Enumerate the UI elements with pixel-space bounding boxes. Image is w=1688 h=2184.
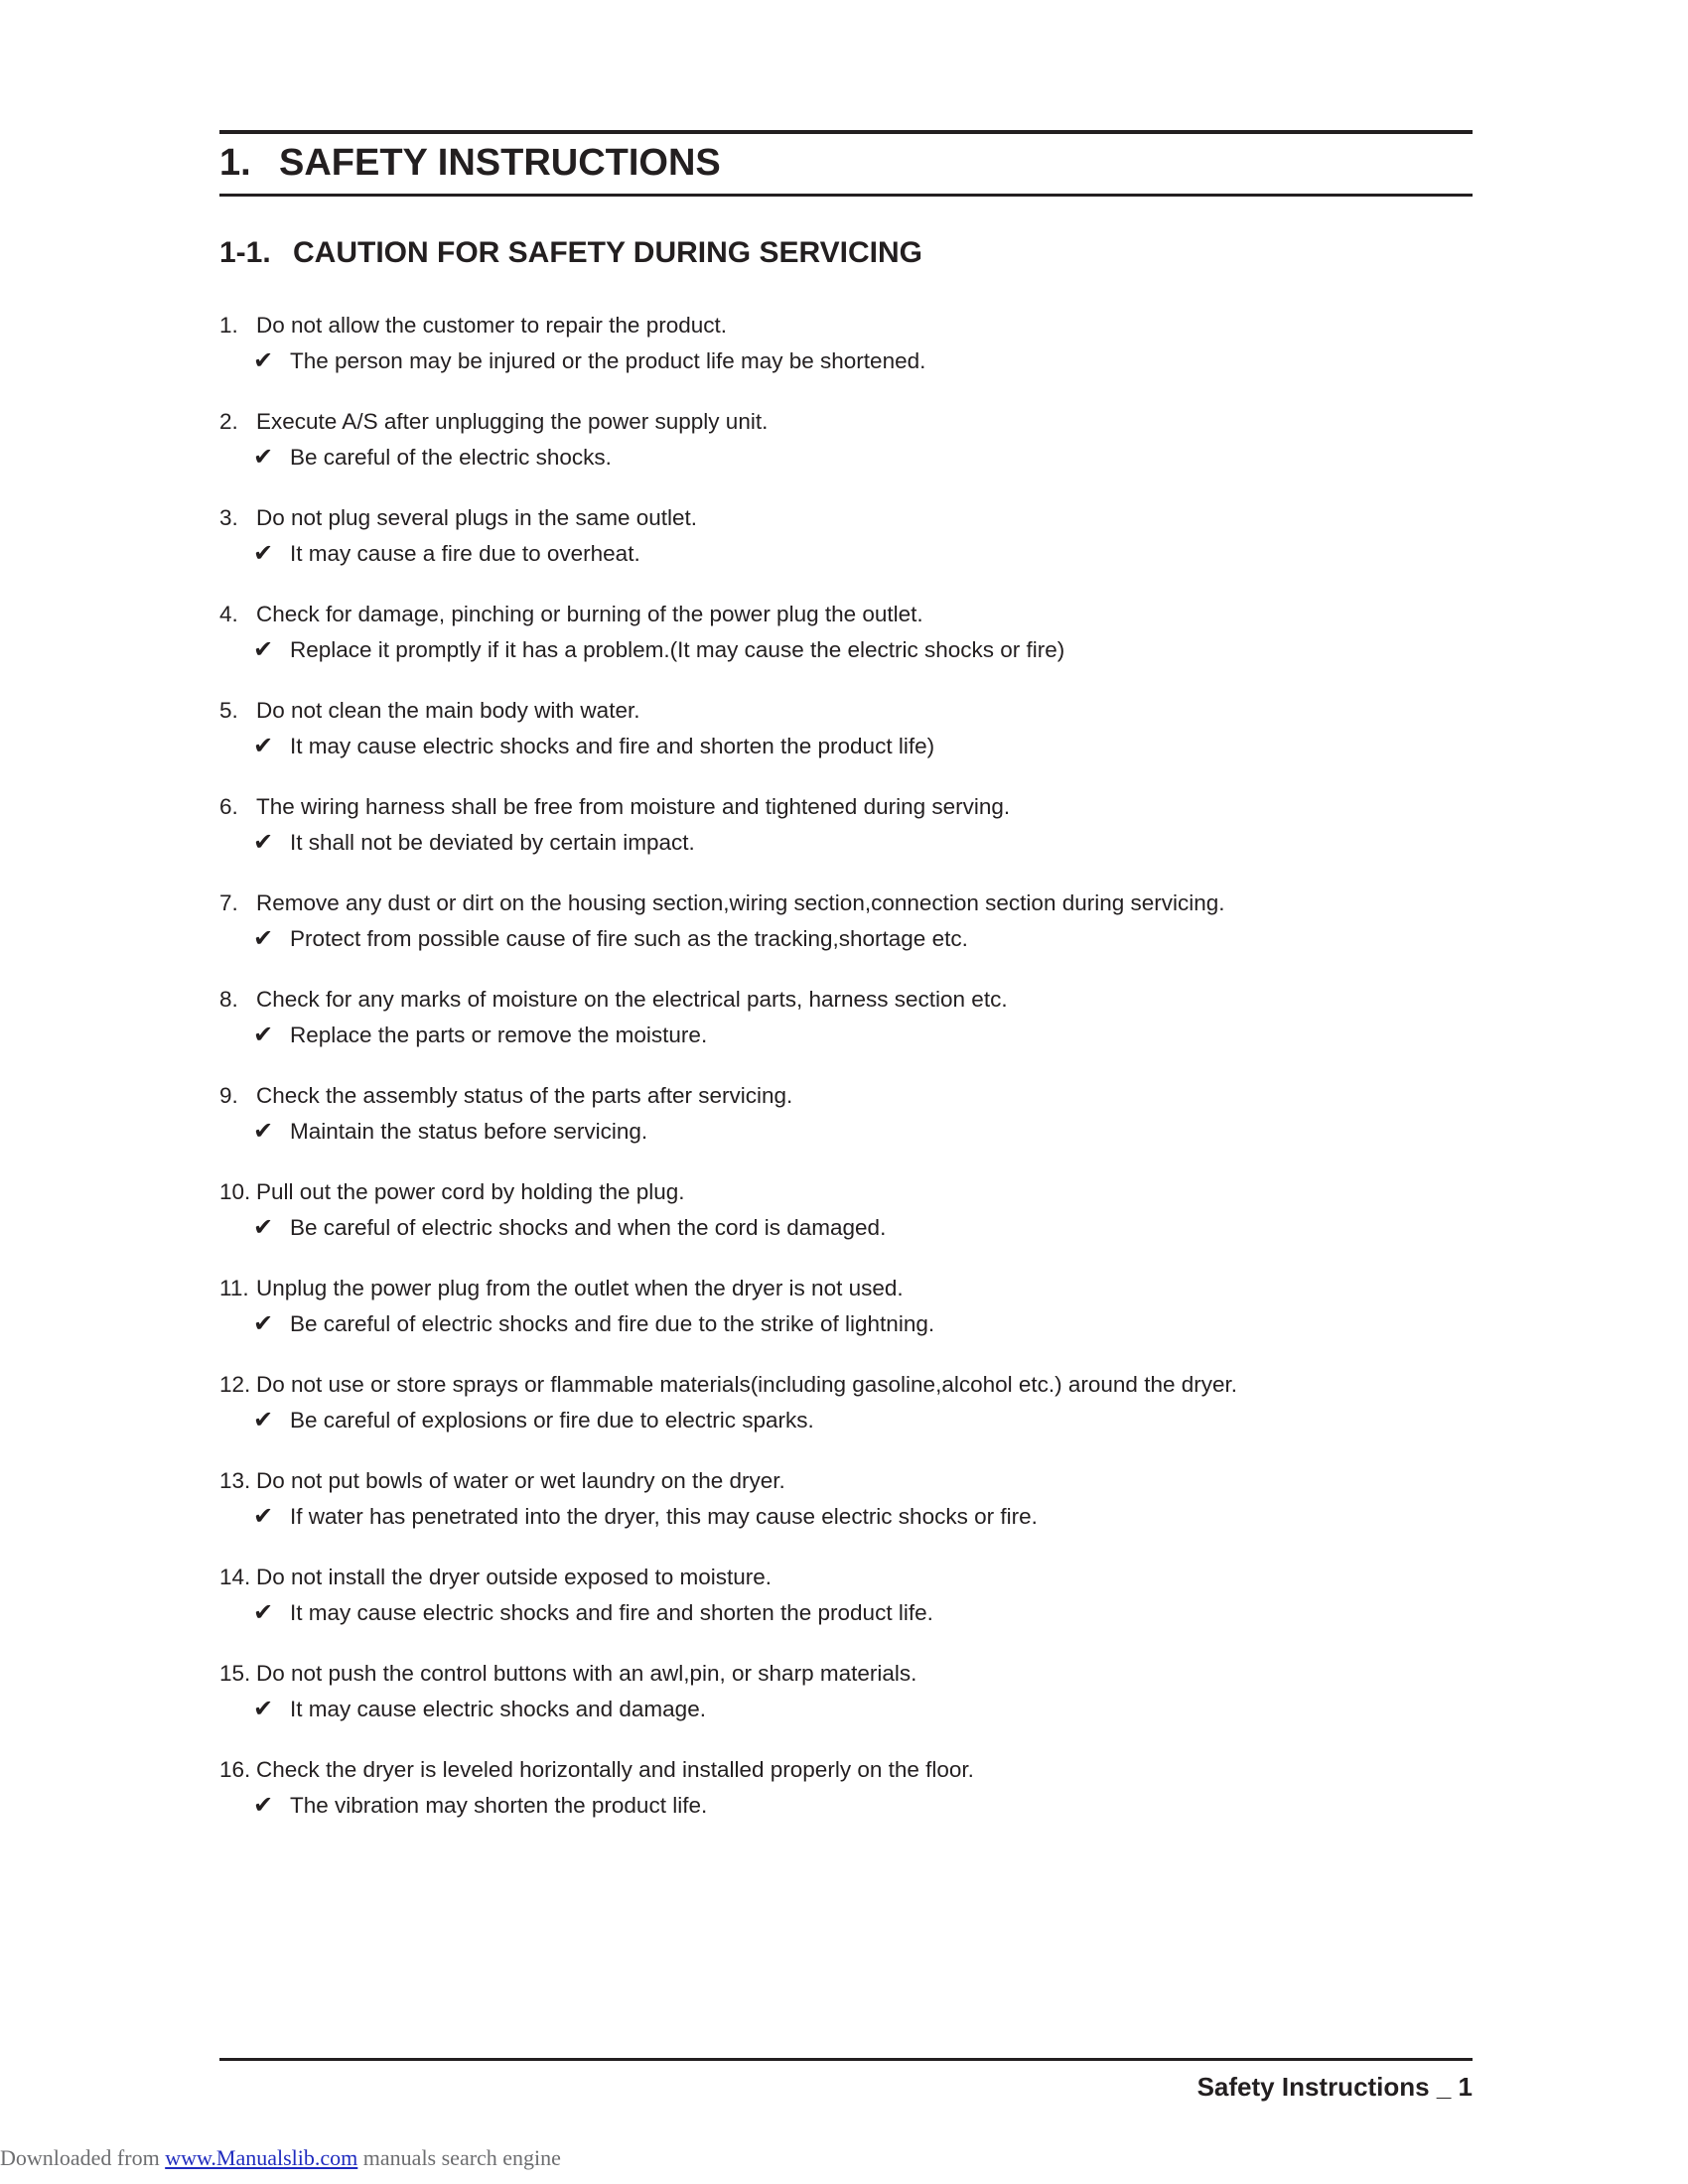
- note-line: [219, 1692, 1473, 1727]
- note-line: [219, 632, 1473, 668]
- list-item: [219, 693, 1473, 764]
- note-text: It may cause electric shocks and fire and shorten the product life.: [290, 1600, 933, 1625]
- item-number: 16.: [219, 1757, 251, 1782]
- note-line: [219, 729, 1473, 764]
- instruction-line: [219, 789, 1473, 825]
- note-text: The person may be injured or the product life may be shortened.: [290, 348, 926, 373]
- list-item: [219, 1367, 1473, 1438]
- subsection-number: 1-1.: [219, 236, 271, 269]
- checkmark-icon: ✔: [253, 636, 274, 663]
- note-line: [219, 536, 1473, 572]
- checkmark-icon: ✔: [253, 444, 274, 471]
- download-note: [0, 2144, 561, 2172]
- item-number: 4.: [219, 602, 238, 626]
- item-number: 15.: [219, 1661, 251, 1686]
- item-number: 14.: [219, 1565, 251, 1589]
- checkmark-icon: ✔: [253, 733, 274, 759]
- instruction-line: [219, 1463, 1473, 1499]
- instruction-text: The wiring harness shall be free from moisture and tightened during serving.: [256, 794, 1011, 819]
- section-title: SAFETY INSTRUCTIONS: [279, 142, 721, 184]
- note-text: Replace it promptly if it has a problem.(It may cause the electric shocks or fire): [290, 637, 1065, 662]
- footer-page-label: Safety Instructions _ 1: [1196, 2072, 1473, 2102]
- section-rule: [219, 194, 1473, 197]
- safety-instructions-list: [219, 308, 1473, 1824]
- checkmark-icon: ✔: [253, 1792, 274, 1819]
- instruction-line: [219, 1078, 1473, 1114]
- instruction-line: [219, 982, 1473, 1018]
- subsection-heading: [219, 235, 1473, 271]
- note-text: Maintain the status before servicing.: [290, 1119, 648, 1144]
- note-text: Be careful of electric shocks and when the cord is damaged.: [290, 1215, 887, 1240]
- list-item: [219, 1174, 1473, 1246]
- instruction-text: Check for any marks of moisture on the electrical parts, harness section etc.: [256, 987, 1008, 1012]
- list-item: [219, 1271, 1473, 1342]
- checkmark-icon: ✔: [253, 829, 274, 856]
- note-text: Be careful of electric shocks and fire due to the strike of lightning.: [290, 1311, 935, 1336]
- item-number: 13.: [219, 1468, 251, 1493]
- instruction-line: [219, 500, 1473, 536]
- checkmark-icon: ✔: [253, 1214, 274, 1241]
- note-line: [219, 1018, 1473, 1053]
- note-line: [219, 440, 1473, 476]
- instruction-line: [219, 308, 1473, 343]
- item-number: 12.: [219, 1372, 251, 1397]
- item-number: 1.: [219, 313, 238, 338]
- instruction-line: [219, 693, 1473, 729]
- instruction-line: [219, 404, 1473, 440]
- item-number: 7.: [219, 890, 238, 915]
- manualslib-link[interactable]: www.Manualslib.com: [165, 2145, 358, 2170]
- subsection-title: CAUTION FOR SAFETY DURING SERVICING: [293, 236, 922, 269]
- instruction-line: [219, 1174, 1473, 1210]
- instruction-line: [219, 1271, 1473, 1306]
- checkmark-icon: ✔: [253, 540, 274, 567]
- instruction-text: Execute A/S after unplugging the power supply unit.: [256, 409, 769, 434]
- note-line: [219, 825, 1473, 861]
- list-item: [219, 308, 1473, 379]
- instruction-text: Do not allow the customer to repair the product.: [256, 313, 727, 338]
- instruction-text: Do not clean the main body with water.: [256, 698, 640, 723]
- note-text: It may cause electric shocks and fire and shorten the product life): [290, 734, 935, 758]
- note-line: [219, 1595, 1473, 1631]
- instruction-text: Pull out the power cord by holding the plug.: [256, 1179, 685, 1204]
- note-line: [219, 921, 1473, 957]
- footer-rule: [219, 2058, 1473, 2061]
- instruction-text: Unplug the power plug from the outlet when the dryer is not used.: [256, 1276, 904, 1300]
- note-line: [219, 1788, 1473, 1824]
- instruction-text: Do not plug several plugs in the same outlet.: [256, 505, 698, 530]
- note-text: Replace the parts or remove the moisture.: [290, 1023, 708, 1047]
- item-number: 5.: [219, 698, 238, 723]
- note-line: [219, 1306, 1473, 1342]
- list-item: [219, 1463, 1473, 1535]
- list-item: [219, 597, 1473, 668]
- list-item: [219, 1078, 1473, 1150]
- checkmark-icon: ✔: [253, 925, 274, 952]
- list-item: [219, 789, 1473, 861]
- item-number: 11.: [219, 1276, 249, 1300]
- checkmark-icon: ✔: [253, 1503, 274, 1530]
- note-line: [219, 1210, 1473, 1246]
- instruction-line: [219, 886, 1473, 921]
- instruction-text: Do not put bowls of water or wet laundry on the dryer.: [256, 1468, 785, 1493]
- checkmark-icon: ✔: [253, 1696, 274, 1722]
- note-text: It may cause a fire due to overheat.: [290, 541, 640, 566]
- instruction-line: [219, 1367, 1473, 1403]
- instruction-text: Do not push the control buttons with an awl,pin, or sharp materials.: [256, 1661, 917, 1686]
- instruction-line: [219, 1656, 1473, 1692]
- section-number: 1.: [219, 142, 251, 184]
- item-number: 6.: [219, 794, 238, 819]
- instruction-text: Check the assembly status of the parts after servicing.: [256, 1083, 793, 1108]
- checkmark-icon: ✔: [253, 1599, 274, 1626]
- note-text: It may cause electric shocks and damage.: [290, 1697, 706, 1721]
- item-number: 8.: [219, 987, 238, 1012]
- instruction-line: [219, 1560, 1473, 1595]
- checkmark-icon: ✔: [253, 1310, 274, 1337]
- section-heading: [219, 134, 1473, 194]
- list-item: [219, 1656, 1473, 1727]
- instruction-line: [219, 1752, 1473, 1788]
- checkmark-icon: ✔: [253, 1118, 274, 1145]
- note-text: Be careful of the electric shocks.: [290, 445, 612, 470]
- note-text: Protect from possible cause of fire such as the tracking,shortage etc.: [290, 926, 968, 951]
- note-line: [219, 1403, 1473, 1438]
- list-item: [219, 982, 1473, 1053]
- download-note-suffix: manuals search engine: [357, 2145, 561, 2170]
- instruction-text: Check the dryer is leveled horizontally and installed properly on the floor.: [256, 1757, 974, 1782]
- list-item: [219, 886, 1473, 957]
- item-number: 10.: [219, 1179, 251, 1204]
- item-number: 9.: [219, 1083, 238, 1108]
- page-content: [219, 130, 1473, 1848]
- list-item: [219, 500, 1473, 572]
- download-note-prefix: Downloaded from: [0, 2145, 166, 2170]
- list-item: [219, 404, 1473, 476]
- checkmark-icon: ✔: [253, 1407, 274, 1433]
- note-text: If water has penetrated into the dryer, this may cause electric shocks or fire.: [290, 1504, 1038, 1529]
- page-footer: [219, 2058, 1473, 2103]
- checkmark-icon: ✔: [253, 1022, 274, 1048]
- note-text: Be careful of explosions or fire due to electric sparks.: [290, 1408, 814, 1433]
- item-number: 2.: [219, 409, 238, 434]
- list-item: [219, 1752, 1473, 1824]
- note-line: [219, 343, 1473, 379]
- instruction-text: Remove any dust or dirt on the housing section,wiring section,connection section during servicing.: [256, 890, 1225, 915]
- checkmark-icon: ✔: [253, 347, 274, 374]
- note-line: [219, 1114, 1473, 1150]
- instruction-line: [219, 597, 1473, 632]
- instruction-text: Do not use or store sprays or flammable materials(including gasoline,alcohol etc.) around the dryer.: [256, 1372, 1237, 1397]
- instruction-text: Check for damage, pinching or burning of the power plug the outlet.: [256, 602, 923, 626]
- note-text: It shall not be deviated by certain impact.: [290, 830, 695, 855]
- note-line: [219, 1499, 1473, 1535]
- item-number: 3.: [219, 505, 238, 530]
- note-text: The vibration may shorten the product life.: [290, 1793, 708, 1818]
- instruction-text: Do not install the dryer outside exposed to moisture.: [256, 1565, 773, 1589]
- list-item: [219, 1560, 1473, 1631]
